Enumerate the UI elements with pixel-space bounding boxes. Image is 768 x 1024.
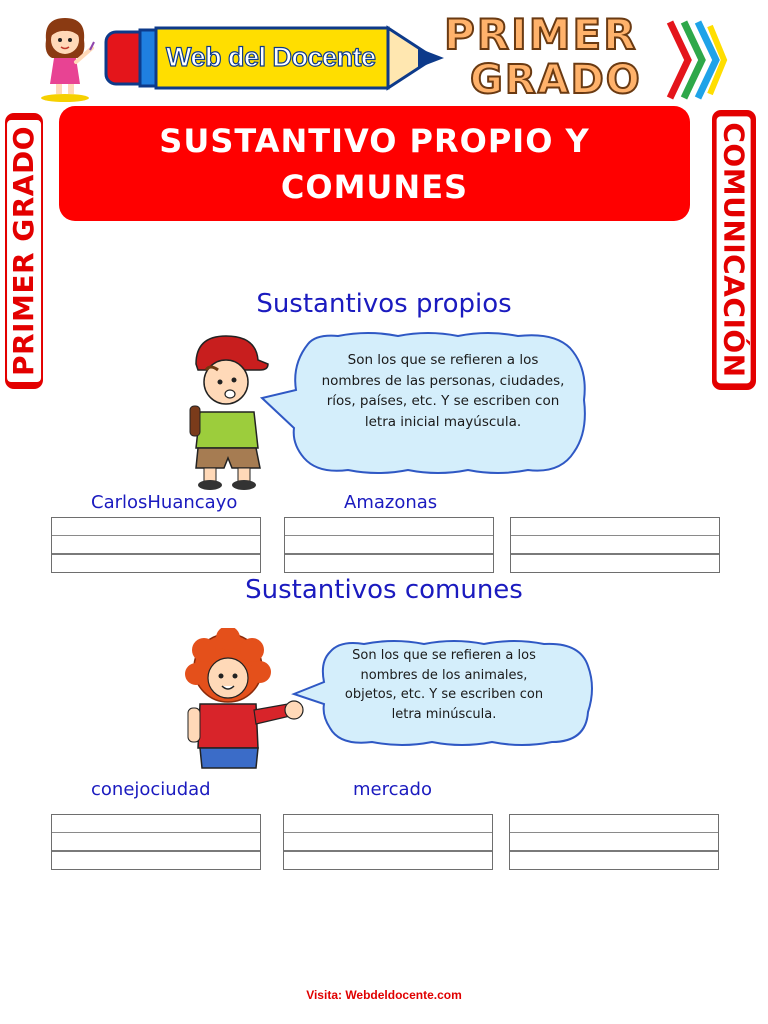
- example-word-common-2: mercado: [353, 779, 432, 800]
- writing-box-common-3[interactable]: [509, 814, 719, 870]
- writing-box-common-2[interactable]: [283, 814, 493, 870]
- writing-box-common-1[interactable]: [51, 814, 261, 870]
- writing-box-proper-3[interactable]: [510, 517, 720, 573]
- side-tab-left-label: PRIMER GRADO: [7, 120, 41, 382]
- grade-title-line1: PRIMER: [444, 10, 638, 59]
- section-heading-common: Sustantivos comunes: [245, 575, 523, 605]
- example-word-proper-2: Amazonas: [344, 492, 438, 513]
- footer-link[interactable]: Visita: Webdeldocente.com: [306, 988, 462, 1002]
- side-tab-left: [5, 113, 43, 389]
- title-banner: [59, 106, 690, 221]
- definition-proper: Son los que se refieren a los nombres de las personas, ciudades, ríos, países, etc. Y se escriben con letra inicial mayúscula.: [321, 352, 565, 430]
- curly-hair-boy-icon: [178, 628, 308, 776]
- grade-title-line2: GRADO: [470, 57, 642, 103]
- section-heading-proper: Sustantivos propios: [256, 289, 512, 319]
- chevron-arrows-icon: [666, 16, 728, 104]
- side-tab-right-label: COMUNICACIÓN: [717, 116, 751, 383]
- teacher-mascot-icon: [34, 14, 96, 102]
- definition-common: Son los que se refieren a los nombres de los animales, objetos, etc. Y se escriben con letra minúscula.: [344, 648, 544, 722]
- writing-box-proper-2[interactable]: [284, 517, 494, 573]
- example-word-proper-1: CarlosHuancayo: [91, 492, 238, 513]
- logo-text: Web del Docente: [166, 42, 376, 72]
- writing-box-proper-1[interactable]: [51, 517, 261, 573]
- header: [0, 0, 768, 105]
- page-title: SUSTANTIVO PROPIO Y COMUNES: [159, 121, 590, 206]
- side-tab-right: [712, 110, 756, 390]
- example-word-common-1: conejociudad: [91, 779, 211, 800]
